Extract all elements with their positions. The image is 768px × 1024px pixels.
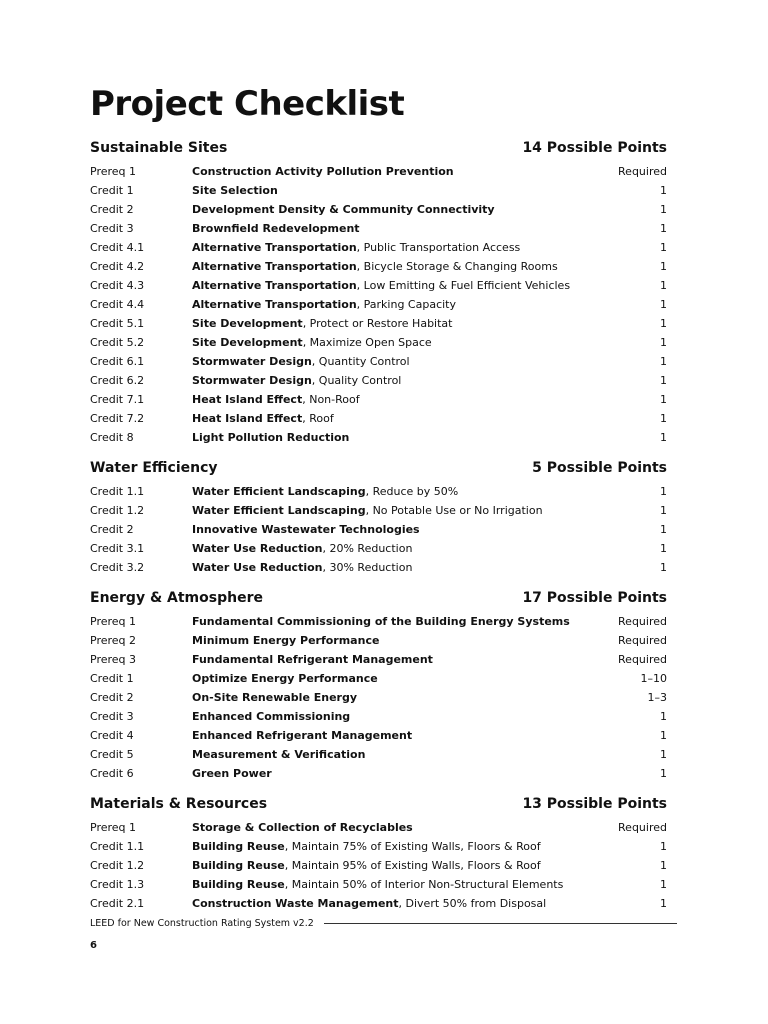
- row-description: [192, 539, 587, 558]
- row-credit-title: Enhanced Refrigerant Management: [192, 729, 413, 742]
- row-points: Required: [618, 615, 667, 628]
- row-points: 1: [660, 336, 667, 349]
- row-credit-detail: , Maintain 75% of Existing Walls, Floors & Roof: [284, 840, 541, 853]
- checklist-row: [90, 837, 667, 856]
- row-credit-title: Construction Waste Management: [192, 897, 399, 910]
- row-credit-id: Credit 6: [90, 767, 134, 780]
- checklist-row: [90, 650, 667, 669]
- row-points: 1: [660, 878, 667, 891]
- row-description: [192, 558, 587, 577]
- row-description: [192, 181, 587, 200]
- row-credit-detail: , Quantity Control: [311, 355, 410, 368]
- row-credit-id: Credit 1.2: [90, 504, 145, 517]
- row-points: 1: [660, 504, 667, 517]
- row-credit-title: Innovative Wastewater Technologies: [192, 523, 420, 536]
- checklist-row: [90, 745, 667, 764]
- row-credit-detail: , No Potable Use or No Irrigation: [365, 504, 543, 517]
- row-credit-detail: , Maintain 50% of Interior Non-Structural Elements: [284, 878, 564, 891]
- checklist-row: [90, 219, 667, 238]
- row-credit-id: Prereq 1: [90, 615, 137, 628]
- row-credit-detail: , Non-Roof: [302, 393, 360, 406]
- footer-rule: [324, 923, 677, 924]
- row-points: Required: [618, 165, 667, 178]
- section-gap: [90, 783, 667, 792]
- checklist-page: [90, 84, 667, 913]
- section-possible-points: 14 Possible Points: [522, 140, 667, 156]
- row-description: [192, 612, 587, 631]
- row-credit-id: Credit 2.1: [90, 897, 145, 910]
- row-description: [192, 352, 587, 371]
- row-credit-id: Credit 4.4: [90, 298, 145, 311]
- section-header: [90, 456, 667, 480]
- checklist-sections: [90, 136, 667, 913]
- row-description: [192, 390, 587, 409]
- checklist-row: [90, 539, 667, 558]
- checklist-row: [90, 764, 667, 783]
- row-credit-id: Prereq 2: [90, 634, 137, 647]
- row-credit-title: Heat Island Effect: [192, 412, 303, 425]
- row-points: 1: [660, 184, 667, 197]
- row-description: [192, 707, 587, 726]
- row-credit-detail: , Bicycle Storage & Changing Rooms: [356, 260, 558, 273]
- row-credit-title: Alternative Transportation: [192, 298, 357, 311]
- row-points: 1: [660, 355, 667, 368]
- row-credit-id: Credit 8: [90, 431, 134, 444]
- row-credit-id: Credit 2: [90, 691, 134, 704]
- row-points: 1: [660, 561, 667, 574]
- row-credit-title: Site Development: [192, 317, 303, 330]
- row-description: [192, 219, 587, 238]
- row-description: [192, 764, 587, 783]
- row-points: 1: [660, 298, 667, 311]
- row-description: [192, 745, 587, 764]
- row-description: [192, 200, 587, 219]
- row-credit-title: Fundamental Commissioning of the Building Energy Systems: [192, 615, 570, 628]
- row-credit-id: Credit 2: [90, 523, 134, 536]
- row-credit-id: Credit 7.2: [90, 412, 145, 425]
- row-description: [192, 276, 587, 295]
- row-credit-detail: , Public Transportation Access: [356, 241, 521, 254]
- row-credit-detail: , Quality Control: [311, 374, 402, 387]
- row-description: [192, 409, 587, 428]
- row-credit-id: Credit 5.1: [90, 317, 145, 330]
- row-credit-title: Heat Island Effect: [192, 393, 303, 406]
- row-credit-id: Credit 6.1: [90, 355, 145, 368]
- row-description: [192, 818, 587, 837]
- row-credit-title: Building Reuse: [192, 859, 285, 872]
- checklist-row: [90, 200, 667, 219]
- checklist-row: [90, 314, 667, 333]
- row-credit-id: Credit 2: [90, 203, 134, 216]
- checklist-row: [90, 558, 667, 577]
- checklist-row: [90, 371, 667, 390]
- row-credit-detail: , 30% Reduction: [322, 561, 413, 574]
- row-credit-detail: , Protect or Restore Habitat: [302, 317, 453, 330]
- row-credit-title: Water Efficient Landscaping: [192, 504, 366, 517]
- section-possible-points: 17 Possible Points: [522, 590, 667, 606]
- row-points: 1: [660, 859, 667, 872]
- row-points: 1: [660, 412, 667, 425]
- section-header: [90, 792, 667, 816]
- row-description: [192, 162, 587, 181]
- row-points: 1: [660, 241, 667, 254]
- row-credit-id: Credit 3: [90, 222, 134, 235]
- row-credit-title: Minimum Energy Performance: [192, 634, 380, 647]
- row-credit-detail: , Maximize Open Space: [302, 336, 432, 349]
- row-credit-detail: , Low Emitting & Fuel Efficient Vehicles: [356, 279, 571, 292]
- row-credit-title: Light Pollution Reduction: [192, 431, 350, 444]
- row-points: 1: [660, 542, 667, 555]
- checklist-row: [90, 520, 667, 539]
- row-points: 1: [660, 840, 667, 853]
- row-credit-title: Development Density & Community Connectivity: [192, 203, 495, 216]
- row-points: 1: [660, 203, 667, 216]
- row-credit-title: Stormwater Design: [192, 355, 312, 368]
- row-credit-title: Brownfield Redevelopment: [192, 222, 360, 235]
- checklist-row: [90, 612, 667, 631]
- row-credit-id: Credit 3.2: [90, 561, 145, 574]
- row-points: Required: [618, 634, 667, 647]
- section-title: Sustainable Sites: [90, 140, 228, 156]
- row-credit-id: Credit 1: [90, 672, 134, 685]
- row-credit-title: Water Use Reduction: [192, 542, 323, 555]
- checklist-section: [90, 136, 667, 447]
- checklist-row: [90, 482, 667, 501]
- checklist-section: [90, 586, 667, 783]
- row-points: 1: [660, 431, 667, 444]
- row-description: [192, 482, 587, 501]
- row-description: [192, 894, 587, 913]
- row-description: [192, 726, 587, 745]
- row-description: [192, 875, 587, 894]
- checklist-row: [90, 181, 667, 200]
- row-credit-title: Site Selection: [192, 184, 278, 197]
- row-description: [192, 837, 587, 856]
- row-credit-id: Credit 3.1: [90, 542, 145, 555]
- row-credit-title: Site Development: [192, 336, 303, 349]
- section-header: [90, 586, 667, 610]
- row-credit-title: Construction Activity Pollution Prevention: [192, 165, 454, 178]
- row-points: Required: [618, 821, 667, 834]
- row-points: 1: [660, 729, 667, 742]
- row-credit-title: Alternative Transportation: [192, 279, 357, 292]
- section-possible-points: 13 Possible Points: [522, 796, 667, 812]
- row-credit-title: On-Site Renewable Energy: [192, 691, 358, 704]
- checklist-row: [90, 631, 667, 650]
- checklist-row: [90, 894, 667, 913]
- row-description: [192, 295, 587, 314]
- section-title: Water Efficiency: [90, 460, 218, 476]
- row-points: 1–10: [640, 672, 667, 685]
- row-points: Required: [618, 653, 667, 666]
- checklist-row: [90, 688, 667, 707]
- row-credit-id: Prereq 3: [90, 653, 137, 666]
- row-points: 1: [660, 748, 667, 761]
- row-credit-detail: , Maintain 95% of Existing Walls, Floors & Roof: [284, 859, 541, 872]
- row-credit-id: Credit 4: [90, 729, 134, 742]
- row-description: [192, 650, 587, 669]
- checklist-row: [90, 875, 667, 894]
- row-credit-id: Credit 5.2: [90, 336, 145, 349]
- row-credit-id: Credit 1.1: [90, 840, 145, 853]
- row-credit-id: Credit 1.3: [90, 878, 145, 891]
- row-credit-title: Water Efficient Landscaping: [192, 485, 366, 498]
- row-credit-title: Water Use Reduction: [192, 561, 323, 574]
- row-points: 1: [660, 897, 667, 910]
- section-gap: [90, 447, 667, 456]
- checklist-row: [90, 818, 667, 837]
- row-points: 1: [660, 222, 667, 235]
- checklist-section: [90, 792, 667, 913]
- row-description: [192, 238, 587, 257]
- row-credit-title: Green Power: [192, 767, 272, 780]
- row-points: 1: [660, 710, 667, 723]
- row-credit-title: Stormwater Design: [192, 374, 312, 387]
- checklist-row: [90, 501, 667, 520]
- row-description: [192, 669, 587, 688]
- row-credit-title: Fundamental Refrigerant Management: [192, 653, 433, 666]
- row-points: 1: [660, 374, 667, 387]
- row-credit-title: Building Reuse: [192, 840, 285, 853]
- row-credit-id: Credit 1.1: [90, 485, 145, 498]
- row-credit-id: Prereq 1: [90, 821, 137, 834]
- row-credit-detail: , Parking Capacity: [356, 298, 456, 311]
- row-credit-id: Credit 5: [90, 748, 134, 761]
- row-credit-id: Credit 4.2: [90, 260, 145, 273]
- checklist-row: [90, 162, 667, 181]
- row-credit-title: Alternative Transportation: [192, 260, 357, 273]
- section-title: Energy & Atmosphere: [90, 590, 263, 606]
- row-credit-detail: , Divert 50% from Disposal: [398, 897, 547, 910]
- row-description: [192, 428, 587, 447]
- row-description: [192, 856, 587, 875]
- row-credit-title: Optimize Energy Performance: [192, 672, 378, 685]
- checklist-row: [90, 257, 667, 276]
- row-credit-id: Credit 6.2: [90, 374, 145, 387]
- page-footer: [90, 918, 677, 929]
- row-credit-title: Building Reuse: [192, 878, 285, 891]
- row-description: [192, 333, 587, 352]
- row-credit-id: Credit 7.1: [90, 393, 145, 406]
- row-points: 1–3: [647, 691, 667, 704]
- row-credit-id: Credit 4.3: [90, 279, 145, 292]
- checklist-row: [90, 276, 667, 295]
- checklist-row: [90, 856, 667, 875]
- row-credit-id: Credit 1.2: [90, 859, 145, 872]
- checklist-row: [90, 669, 667, 688]
- row-description: [192, 520, 587, 539]
- checklist-row: [90, 428, 667, 447]
- checklist-row: [90, 409, 667, 428]
- row-credit-id: Credit 3: [90, 710, 134, 723]
- checklist-row: [90, 390, 667, 409]
- row-description: [192, 257, 587, 276]
- row-description: [192, 314, 587, 333]
- page-number: 6: [90, 940, 97, 951]
- checklist-section: [90, 456, 667, 577]
- section-title: Materials & Resources: [90, 796, 268, 812]
- checklist-row: [90, 726, 667, 745]
- row-points: 1: [660, 767, 667, 780]
- checklist-row: [90, 238, 667, 257]
- row-description: [192, 688, 587, 707]
- row-credit-detail: , Reduce by 50%: [365, 485, 459, 498]
- footer-text: LEED for New Construction Rating System v2.2: [90, 918, 314, 929]
- checklist-row: [90, 333, 667, 352]
- section-header: [90, 136, 667, 160]
- row-credit-title: Enhanced Commissioning: [192, 710, 351, 723]
- page-title: Project Checklist: [90, 84, 405, 124]
- row-credit-id: Credit 4.1: [90, 241, 145, 254]
- checklist-row: [90, 295, 667, 314]
- row-points: 1: [660, 393, 667, 406]
- row-description: [192, 631, 587, 650]
- row-credit-detail: , Roof: [302, 412, 334, 425]
- row-credit-title: Storage & Collection of Recyclables: [192, 821, 413, 834]
- row-credit-id: Credit 1: [90, 184, 134, 197]
- row-points: 1: [660, 485, 667, 498]
- row-points: 1: [660, 279, 667, 292]
- row-points: 1: [660, 523, 667, 536]
- row-credit-title: Alternative Transportation: [192, 241, 357, 254]
- checklist-row: [90, 707, 667, 726]
- section-possible-points: 5 Possible Points: [532, 460, 667, 476]
- row-points: 1: [660, 317, 667, 330]
- section-gap: [90, 577, 667, 586]
- row-credit-title: Measurement & Verification: [192, 748, 366, 761]
- row-description: [192, 501, 587, 520]
- row-credit-detail: , 20% Reduction: [322, 542, 413, 555]
- row-description: [192, 371, 587, 390]
- row-credit-id: Prereq 1: [90, 165, 137, 178]
- row-points: 1: [660, 260, 667, 273]
- checklist-row: [90, 352, 667, 371]
